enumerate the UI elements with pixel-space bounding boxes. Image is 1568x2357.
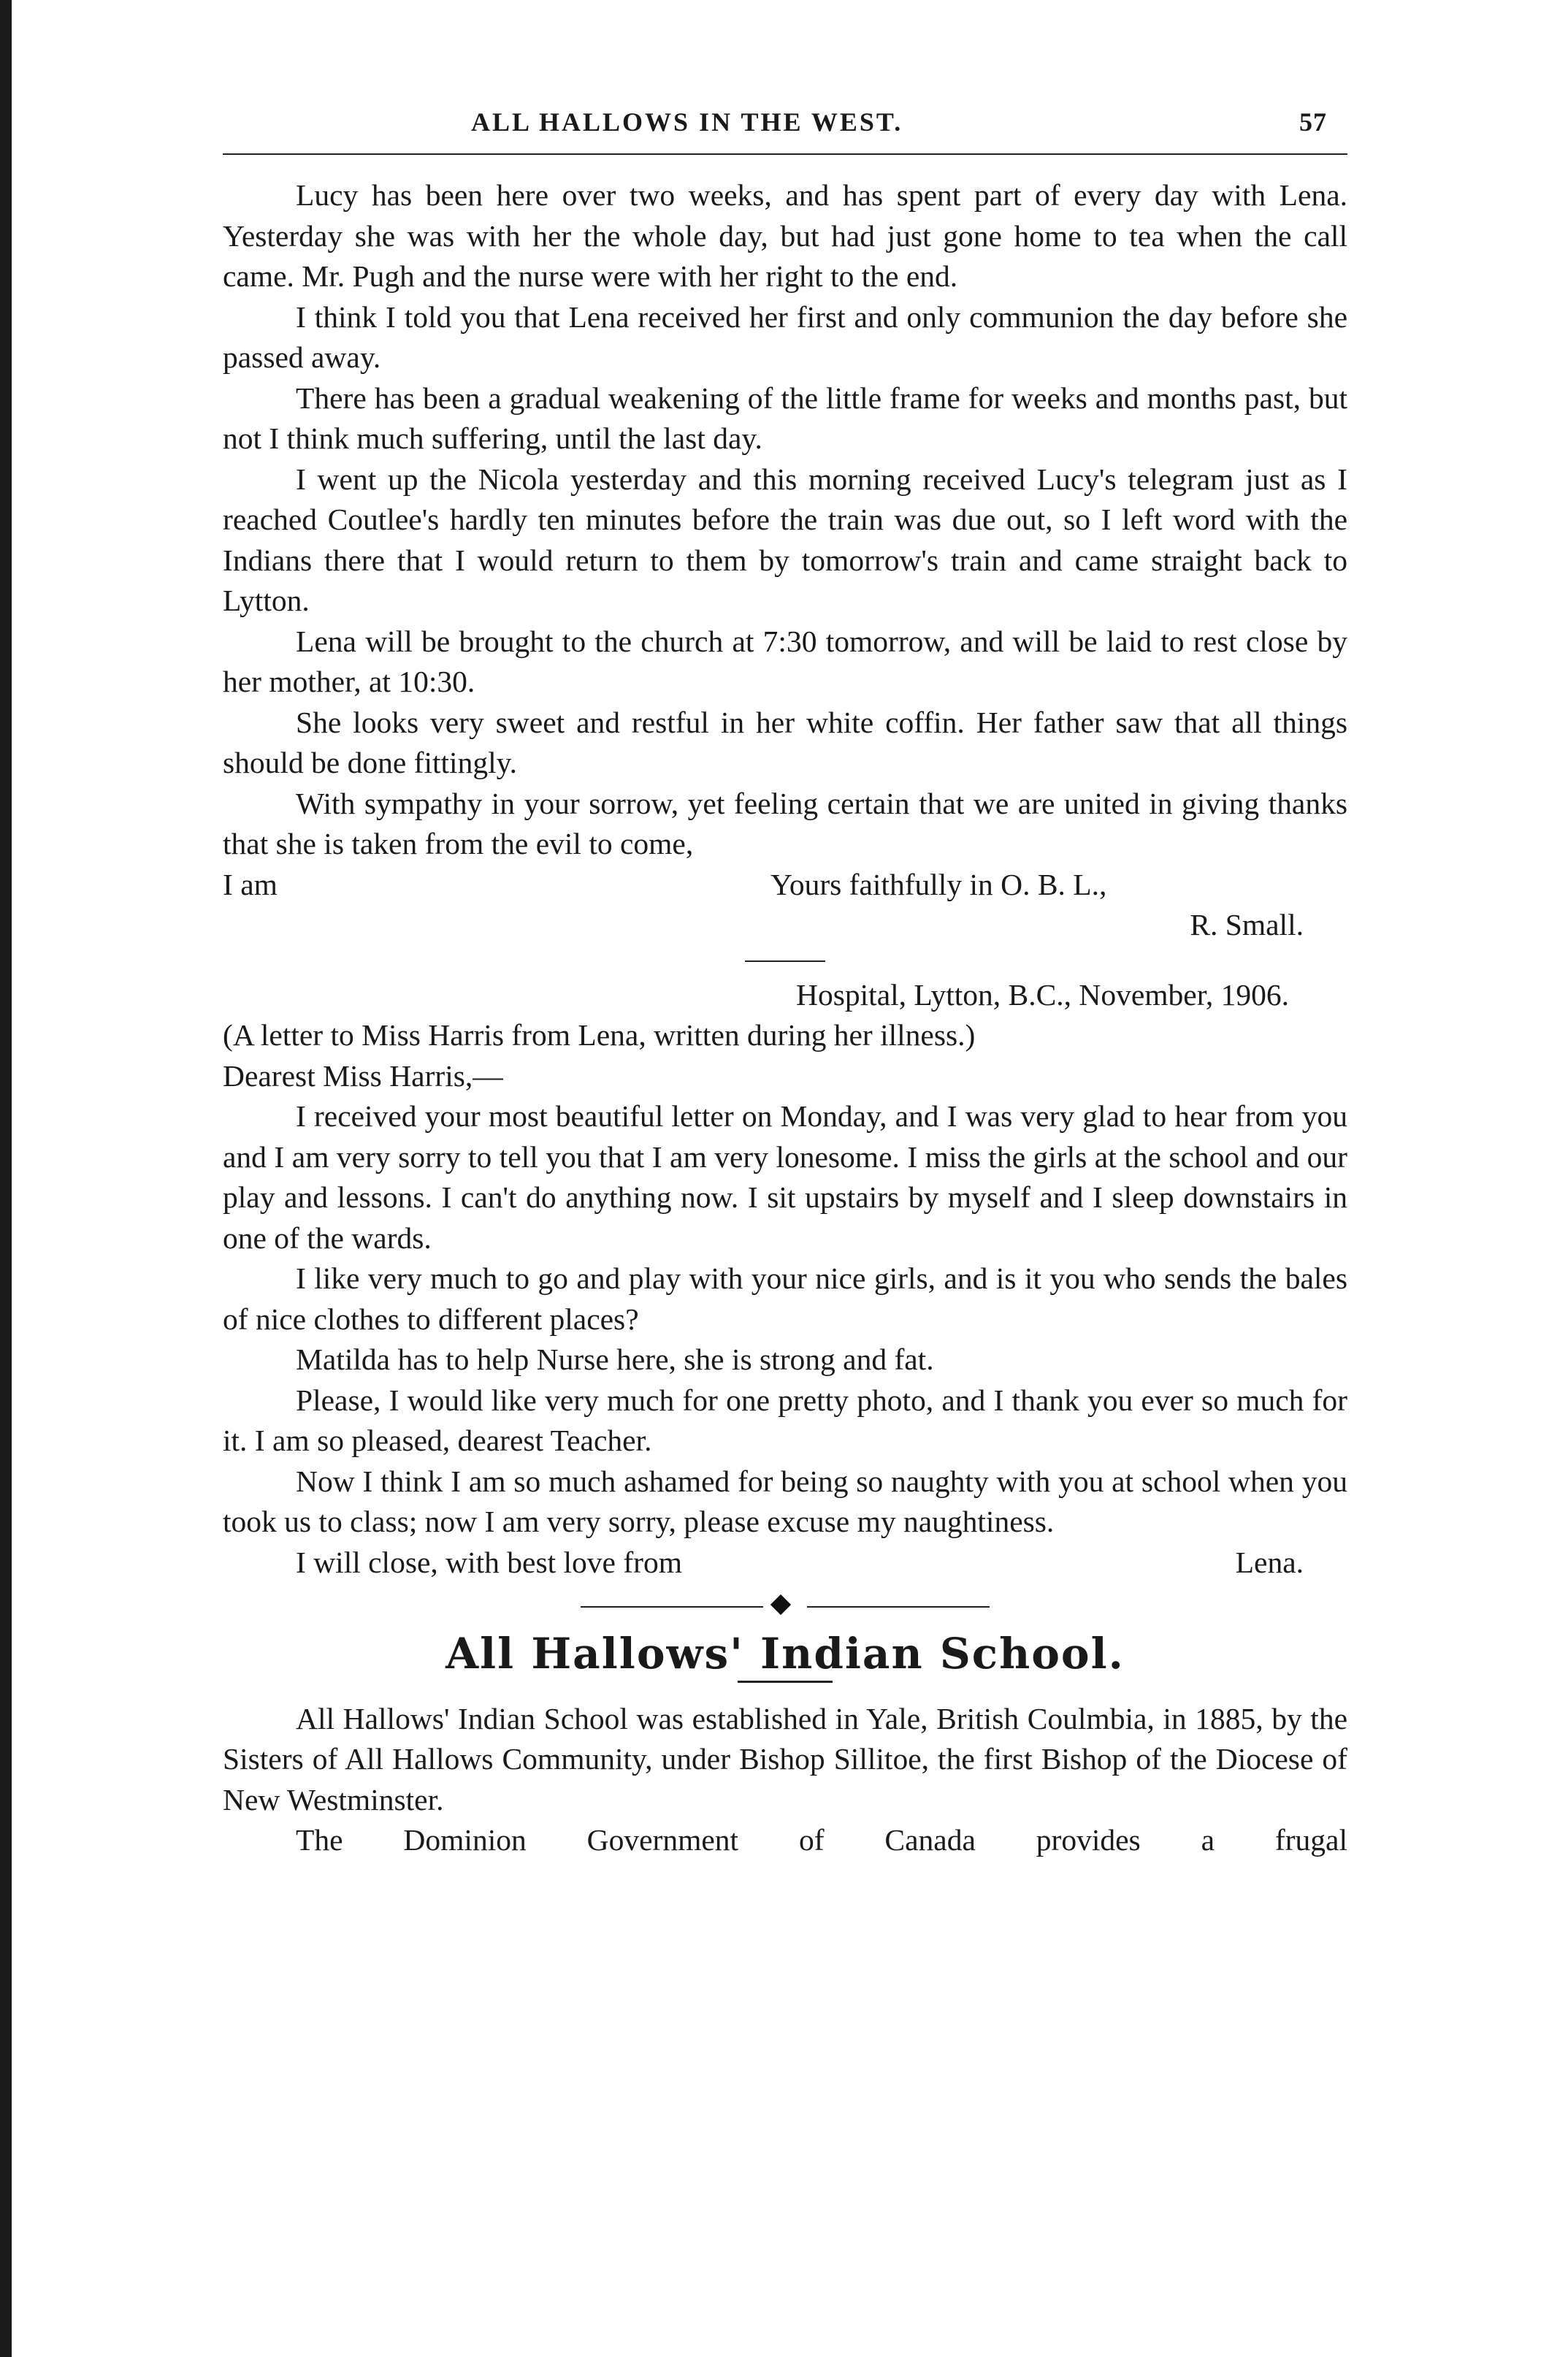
section-body <box>223 1699 1347 1861</box>
salutation: Dearest Miss Harris,— <box>223 1058 503 1093</box>
closing-line <box>223 1543 1347 1584</box>
letter-small <box>223 175 1347 946</box>
ornament-line-right <box>807 1606 990 1608</box>
closing-left: I am <box>223 867 278 901</box>
paragraph: Now I think I am so much ashamed for being so naughty with you at school when you took us to class; now I am very sorry, please excuse my naughtiness. <box>223 1464 1347 1538</box>
section-heading: All Hallows' Indian School. <box>445 1629 1125 1678</box>
paragraph: Matilda has to help Nurse here, she is strong and fat. <box>296 1342 934 1376</box>
page-number: 57 <box>1299 107 1327 137</box>
signature: R. Small. <box>1190 908 1304 941</box>
closing-line <box>223 865 1347 906</box>
paragraph: I went up the Nicola yesterday and this morning received Lucy's telegram just as I reached Coutlee's hardly ten minutes before the train was due out, so I left word with the Indians there that I would return to them by tomorrow's train and came straight back to Lytton. <box>223 462 1347 617</box>
paragraph: Please, I would like very much for one pretty photo, and I thank you ever so much for it. I am so pleased, dearest Teacher. <box>223 1383 1347 1457</box>
diamond-icon <box>770 1594 791 1615</box>
paragraph: With sympathy in your sorrow, yet feeling certain that we are united in giving thanks that she is taken from the evil to come, <box>223 786 1347 860</box>
signature: Lena. <box>1235 1545 1304 1579</box>
running-header <box>223 102 1347 146</box>
editor-note: (A letter to Miss Harris from Lena, written during her illness.) <box>223 1018 976 1052</box>
heading-rule <box>738 1681 833 1683</box>
page <box>223 102 1347 1857</box>
ornament-divider <box>581 1596 990 1618</box>
paragraph: I think I told you that Lena received her first and only communion the day before she passed away. <box>223 299 1347 374</box>
letter-lena <box>223 975 1347 1584</box>
paragraph: I received your most beautiful letter on Monday, and I was very glad to hear from you and I am very sorry to tell you that I am very lonesome. I miss the girls at the school and our play and lessons. I can't do anything now. I sit upstairs by myself and I sleep downstairs in one of the wards. <box>223 1099 1347 1255</box>
book-spine-edge <box>0 0 12 2357</box>
paragraph: Lucy has been here over two weeks, and has spent part of every day with Lena. Yesterday she was with her the whole day, but had just gone home to tea when the call came. Mr. Pugh and the nurse were with her right to the end. <box>223 178 1347 293</box>
paragraph: I like very much to go and play with your nice girls, and is it you who sends the bales of nice clothes to different places? <box>223 1261 1347 1336</box>
body-text <box>223 175 1347 1861</box>
closing-right: Yours faithfully in O. B. L., <box>770 867 1107 901</box>
paragraph: Lena will be brought to the church at 7:30 tomorrow, and will be laid to rest close by her mother, at 10:30. <box>223 624 1347 698</box>
paragraph: The Dominion Government of Canada provides a frugal <box>296 1823 1347 1857</box>
ornament-line-left <box>581 1606 763 1608</box>
paragraph: All Hallows' Indian School was established in Yale, British Coulmbia, in 1885, by the Sisters of All Hallows Community, under Bishop Sillitoe, the first Bishop of the Diocese of New Westminster. <box>223 1701 1347 1817</box>
header-rule <box>223 153 1347 155</box>
separator-rule <box>745 960 825 962</box>
closing-left: I will close, with best love from <box>296 1545 683 1579</box>
dateline: Hospital, Lytton, B.C., November, 1906. <box>796 977 1289 1012</box>
paragraph: There has been a gradual weakening of the little frame for weeks and months past, but not I think much suffering, until the last day. <box>223 381 1347 455</box>
paragraph: She looks very sweet and restful in her white coffin. Her father saw that all things should be done fittingly. <box>223 705 1347 779</box>
running-title: ALL HALLOWS IN THE WEST. <box>471 107 903 137</box>
